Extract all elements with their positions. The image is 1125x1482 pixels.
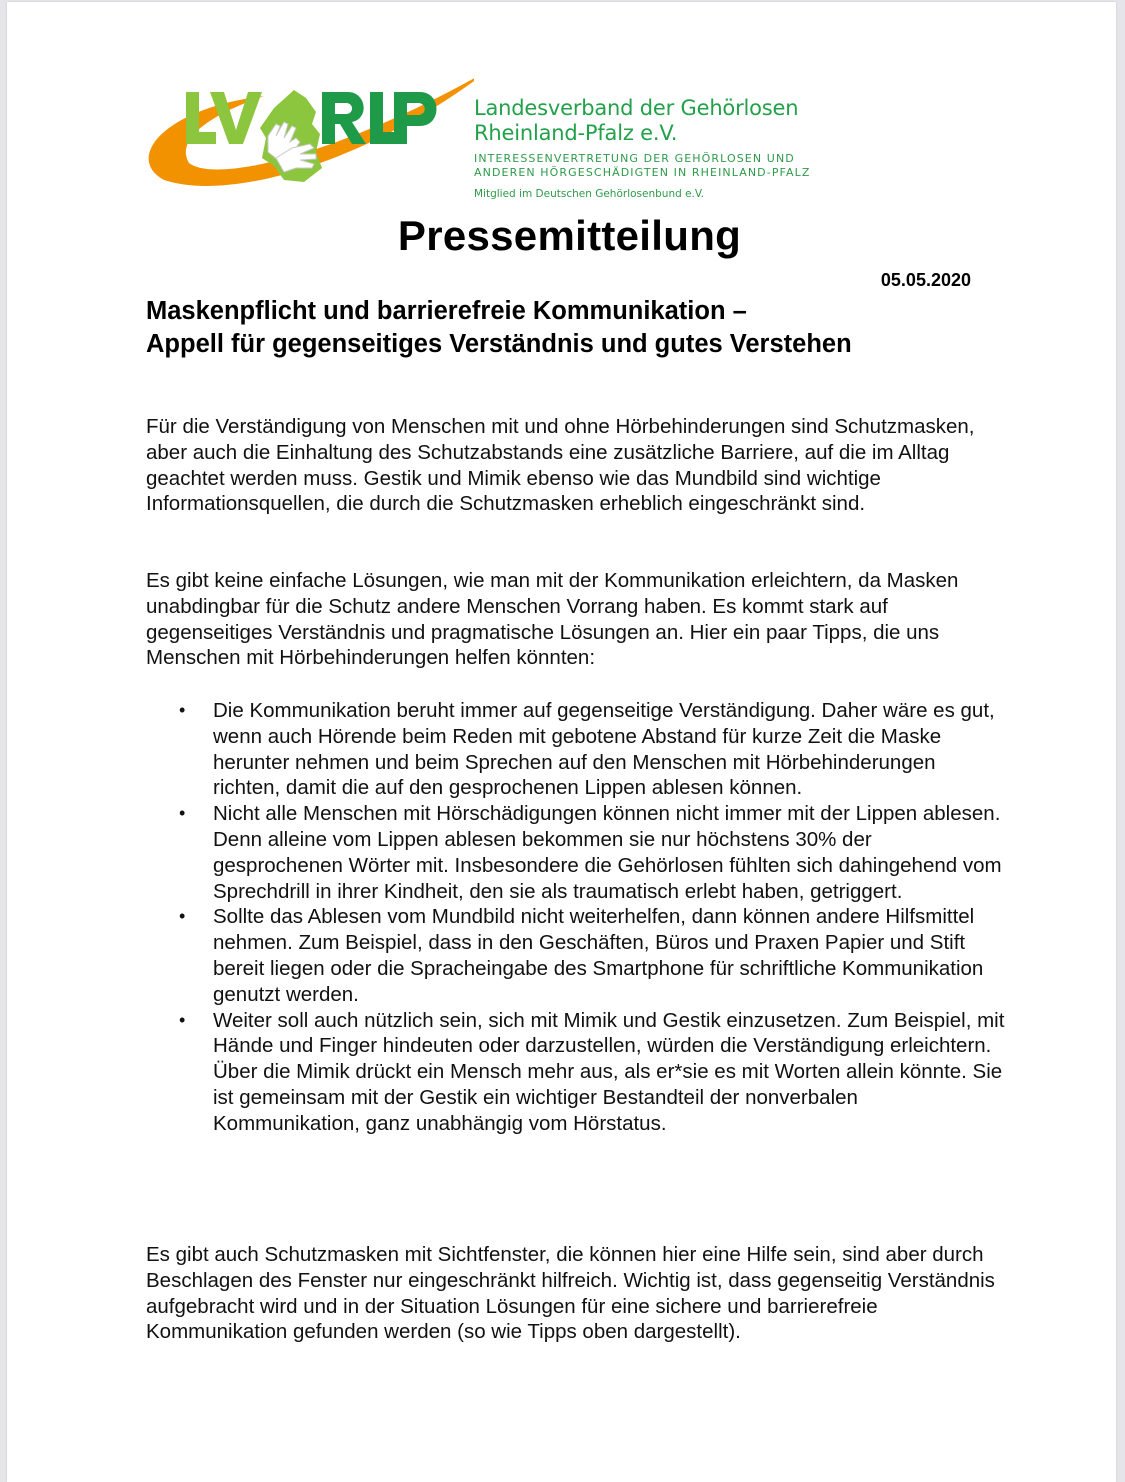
list-item: [146, 904, 1006, 1007]
organization-subtitle-line2: ANDEREN HÖRGESCHÄDIGTEN IN RHEINLAND-PFALZ: [474, 166, 811, 179]
list-item-text: Die Kommunikation beruht immer auf gegenseitige Verständigung. Daher wäre es gut, wenn auch Hörende beim Reden mit gebotene Abstand für kurze Zeit die Maske herunter nehmen und beim Sprechen auf den Menschen mit Hörbehinderungen richten, damit die auf den gesprochenen Lippen ablesen können.: [213, 699, 995, 800]
list-item-text: Nicht alle Menschen mit Hörschädigungen können nicht immer mit der Lippen ablesen. Denn alleine vom Lippen ablesen bekommen sie nur höchstens 30% der gesprochenen Wörter mit. Insbesondere die Gehörlosen fühlten sich dahingehend vom Sprechdrill in ihrer Kindheit, den sie als traumatisch erlebt haben, getriggert.: [213, 802, 1002, 903]
bullet-icon: •: [179, 803, 186, 824]
paragraph-text: Es gibt keine einfache Lösungen, wie man mit der Kommunikation erleichtern, da Masken unabdingbar für die Schutz andere Menschen Vorrang haben. Es kommt stark auf gegenseitiges Verständnis und pragmatische Lösungen an. Hier ein paar Tipps, die uns Menschen mit Hörbehinderungen helfen könnten:: [146, 569, 959, 670]
organization-subtitle: [474, 152, 810, 180]
organization-subtitle-line1: INTERESSENVERTRETUNG DER GEHÖRLOSEN UND: [474, 152, 795, 165]
bullet-icon: •: [179, 1009, 186, 1030]
paragraph-text: Es gibt auch Schutzmasken mit Sichtfenster, die können hier eine Hilfe sein, sind aber durch Beschlagen des Fenster nur eingeschränkt hilfreich. Wichtig ist, dass gegenseitig Verständnis aufgebracht wird und in der Situation Lösungen für eine sichere und barrierefreie Kommunikation gefunden werden (so wie Tipps oben dargestellt).: [146, 1243, 995, 1344]
headline-line2: Appell für gegenseitiges Verständnis und gutes Verstehen: [146, 330, 852, 358]
document-page: [7, 2, 1116, 1482]
organization-name-line1: Landesverband der Gehörlosen: [474, 96, 799, 120]
list-item: [146, 698, 1006, 801]
headline: [146, 295, 1046, 361]
headline-line1: Maskenpflicht und barrierefreie Kommunikation –: [146, 297, 747, 325]
organization-name: [474, 96, 798, 146]
organization-name-line2: Rheinland-Pfalz e.V.: [474, 121, 678, 145]
lv-rlp-logo-mark: [144, 68, 474, 198]
tips-list: [146, 698, 1006, 1137]
document-date: 05.05.2020: [880, 270, 971, 290]
document-title: Pressemitteilung: [397, 212, 742, 259]
bullet-icon: •: [179, 700, 186, 720]
organization-logo: [144, 68, 864, 208]
rlp-letters-icon: [322, 92, 437, 144]
paragraph-solutions: [146, 568, 1006, 671]
list-item-text: Weiter soll auch nützlich sein, sich mit Mimik und Gestik einzusetzen. Zum Beispiel, mit Hände und Finger hindeuten oder darzustellen, würden die Verständigung erleichtern. Über die Mimik drückt ein Mensch mehr aus, als er*sie es mit Worten allein könnte. Sie ist gemeinsam mit der Gestik ein wichtiger Bestandteil der nonverbalen Kommunikation, ganz unabhängig vom Hörstatus.: [213, 1008, 1005, 1135]
list-item: [146, 1008, 1006, 1137]
bullet-icon: •: [179, 906, 186, 927]
list-item-text: Sollte das Ablesen vom Mundbild nicht weiterhelfen, dann können andere Hilfsmittel nehmen. Zum Beispiel, dass in den Geschäften, Büros und Praxen Papier und Stift bereit liegen oder die Spracheingabe des Smartphone für schriftliche Kommunikation genutzt werden.: [213, 905, 984, 1006]
list-item: [146, 801, 1006, 904]
paragraph-text: Für die Verständigung von Menschen mit und ohne Hörbehinderungen sind Schutzmasken, aber auch die Einhaltung des Schutzabstands eine zusätzliche Barriere, auf die im Alltag geachtet werden muss. Gestik und Mimik ebenso wie das Mundbild sind wichtige Informationsquellen, die durch die Schutzmasken erheblich eingeschränkt sind.: [146, 415, 975, 516]
paragraph-intro: [146, 414, 1006, 517]
lv-letters-icon: [186, 92, 262, 144]
paragraph-conclusion: [146, 1242, 1006, 1345]
membership-note: Mitglied im Deutschen Gehörlosenbund e.V.: [474, 188, 705, 200]
